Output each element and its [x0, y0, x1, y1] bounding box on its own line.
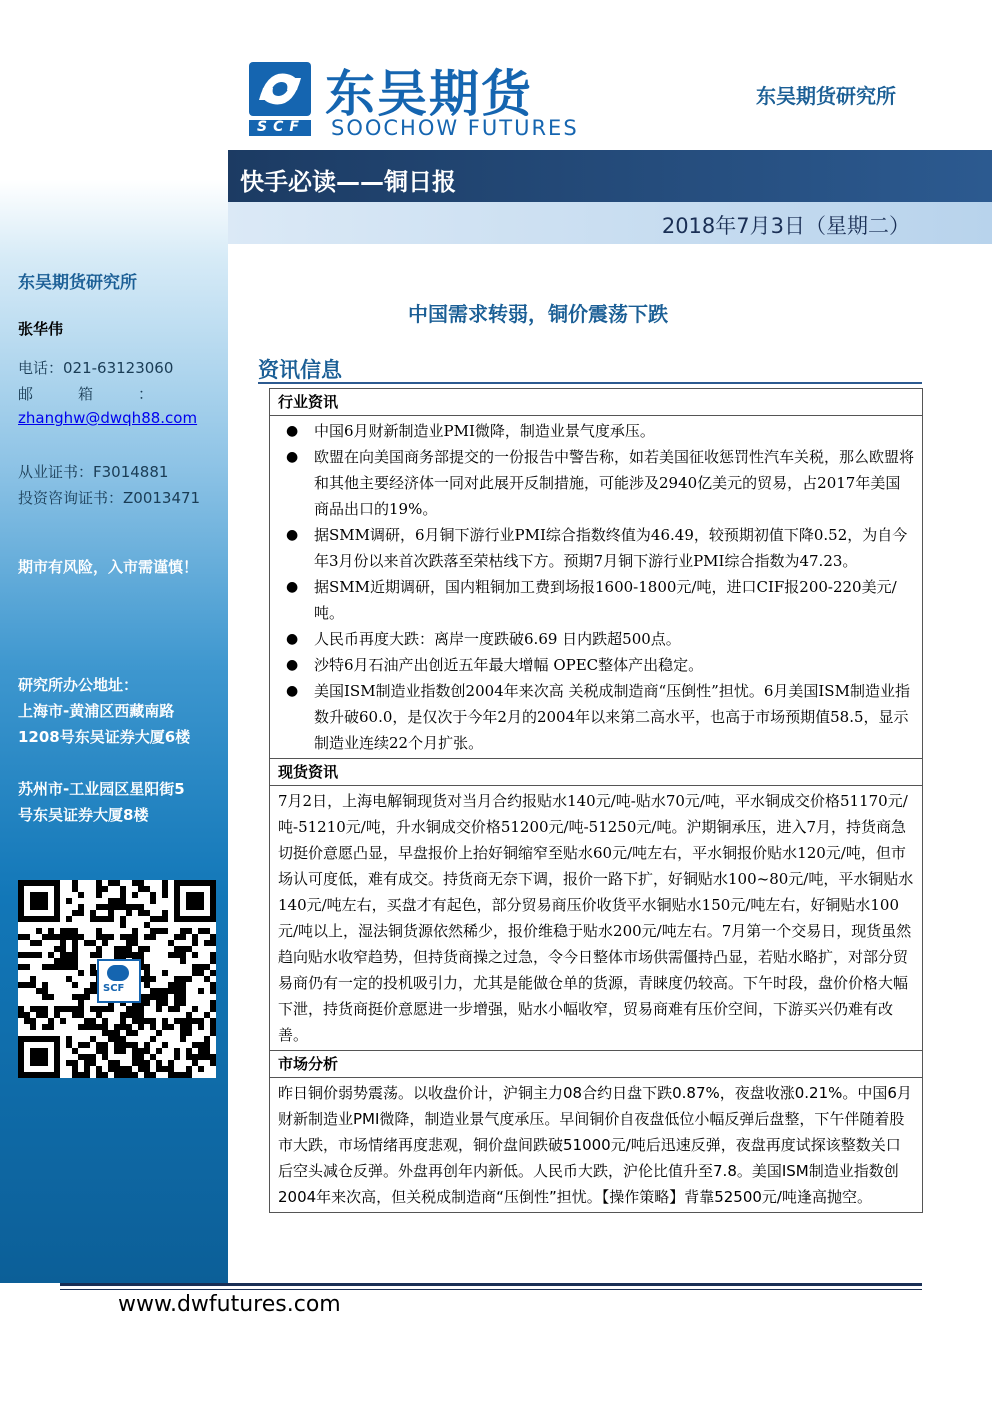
sidebar: [0, 0, 228, 1283]
analyst-email-link[interactable]: zhanghw@dwqh88.com: [18, 409, 198, 427]
qr-center-logo: [97, 959, 141, 1003]
industry-news-text: 据SMM调研，6月铜下游行业PMI综合指数终值为46.49，较预期初值下降0.52，为自今年3月份以来首次跌落至荣枯线下方。预期7月铜下游行业PMI综合指数为47.23。: [314, 526, 908, 570]
address-suzhou-line1: 苏州市-工业园区星阳街5: [18, 780, 185, 798]
bullet-icon: ●: [286, 657, 299, 673]
industry-news-text: 欧盟在向美国商务部提交的一份报告中警告称，如若美国征收惩罚性汽车关税，那么欧盟将和其他主要经济体一同对此展开反制措施，可能涉及2940亿美元的贸易，占2017年美国商品出口的19%。: [314, 448, 915, 518]
industry-news-text: 人民币再度大跌：离岸一度跌破6.69 日内跌超500点。: [314, 630, 681, 648]
analyst-email-label: 邮 箱 ：: [18, 385, 154, 403]
market-analysis-text: 昨日铜价弱势震荡。以收盘价计，沪铜主力08合约日盘下跌0.87%，夜盘收涨0.21%。中国6月财新制造业PMI微降，制造业景气度承压。早间铜价自夜盘低位小幅反弹后盘整，下午伴随着股市大跌，市场情绪再度悲观，铜价盘间跌破51000元/吨后迅速反弹，夜盘再度试探该整数关口后空头减仓反弹。外盘再创年内新低。人民币大跌，沪伦比值升至7.8。美国ISM制造业指数创2004年来次高，但关税成制造商“压倒性”担忧。【操作策略】背靠52500元/吨逢高抛空。: [278, 1084, 912, 1206]
address-shanghai-line1: 上海市-黄浦区西藏南路: [18, 702, 175, 720]
address-suzhou-line2: 号东吴证券大厦8楼: [18, 806, 149, 824]
industry-news-item: [278, 626, 914, 652]
bullet-icon: ●: [286, 527, 299, 543]
industry-news-text: 沙特6月石油产出创近五年最大增幅 OPEC整体产出稳定。: [314, 656, 704, 674]
headline: 中国需求转弱，铜价震荡下跌: [408, 302, 668, 326]
logo-cn-text: 东吴期货: [325, 65, 533, 123]
report-date: 2018年7月3日（星期二）: [661, 214, 910, 238]
industry-news-body: [270, 416, 922, 758]
sidebar-institute: 东吴期货研究所: [18, 273, 137, 293]
analyst-phone: 电话：021-63123060: [18, 359, 174, 377]
market-analysis-body: [270, 1078, 922, 1212]
date-bar: [228, 202, 992, 244]
industry-news-text: 据SMM近期调研，国内粗铜加工费到场报1600-1800元/吨，进口CIF报200-220美元/吨。: [314, 578, 897, 622]
industry-news-text: 美国ISM制造业指数创2004年来次高 关税成制造商“压倒性”担忧。6月美国ISM制造业指数升破60.0，是仅次于今年2月的2004年以来第二高水平，也高于市场预期值58.5，显示制造业连续22个月扩张。: [314, 682, 910, 752]
bullet-icon: ●: [286, 683, 299, 699]
industry-news-item: [278, 678, 914, 756]
footer-rule-thin: [60, 1289, 922, 1290]
industry-news-item: [278, 418, 914, 444]
institute-name: 东吴期货研究所: [756, 84, 896, 108]
bullet-icon: ●: [286, 449, 299, 465]
industry-news-list: [278, 418, 914, 756]
address-title: 研究所办公地址：: [18, 676, 139, 694]
address-shanghai-line2: 1208号东吴证券大厦6楼: [18, 728, 191, 746]
industry-news-header: 行业资讯: [270, 389, 922, 416]
market-analysis-header: 市场分析: [270, 1051, 922, 1078]
logo-en-text: SOOCHOW FUTURES: [331, 116, 579, 140]
industry-news-item: [278, 522, 914, 574]
analyst-license: 从业证书：F3014881: [18, 463, 169, 481]
bullet-icon: ●: [286, 579, 299, 595]
news-table: [269, 388, 923, 1213]
risk-warning: 期市有风险，入市需谨慎！: [18, 558, 199, 576]
spot-news-header: 现货资讯: [270, 759, 922, 786]
footer-rule: [60, 1283, 922, 1286]
footer-website-link[interactable]: www.dwfutures.com: [118, 1292, 341, 1317]
report-title: 快手必读——铜日报: [240, 168, 456, 196]
industry-news-text: 中国6月财新制造业PMI微降，制造业景气度承压。: [314, 422, 655, 440]
section-title: 资讯信息: [258, 358, 342, 382]
analyst-consult-license: 投资咨询证书：Z0013471: [18, 489, 201, 507]
spot-news-body: [270, 786, 922, 1050]
bullet-icon: ●: [286, 423, 299, 439]
industry-news-item: [278, 444, 914, 522]
industry-news-item: [278, 652, 914, 678]
logo-mark-text: SCF: [257, 119, 305, 135]
analyst-name: 张华伟: [18, 320, 64, 338]
spot-news-text: 7月2日，上海电解铜现货对当月合约报贴水140元/吨-贴水70元/吨，平水铜成交价格51170元/吨-51210元/吨，升水铜成交价格51200元/吨-51250元/吨。沪期铜承压，进入7月，持货商急切挺价意愿凸显，早盘报价上抬好铜缩窄至贴水60元/吨左右，平水铜报价贴水120元/吨，但市场认可度低，难有成交。持货商无奈下调，报价一路下扩，好铜贴水100~80元/吨，平水铜贴水140元/吨左右，买盘才有起色，部分贸易商压价收货平水铜贴水150元/吨左右，好铜贴水100元/吨以上，湿法铜货源依然稀少，报价维稳于贴水200元/吨左右。7月第一个交易日，现货虽然趋向贴水收窄趋势，但持货商操之过急，令今日整体市场供需僵持凸显，若贴水略扩，对部分贸易商仍有一定的投机吸引力，尤其是能做仓单的货源，青睐度仍较高。下午时段，盘价价格大幅下泄，持货商挺价意愿进一步增强，贴水小幅收窄，贸易商难有压价空间，下游买兴仍难有改善。: [278, 792, 914, 1044]
industry-news-item: [278, 574, 914, 626]
qr-code: [18, 880, 216, 1078]
company-logo: [247, 60, 587, 142]
bullet-icon: ●: [286, 631, 299, 647]
section-divider: [258, 382, 922, 384]
report-title-bar: [228, 150, 992, 202]
qr-center-logo-text: SCF: [103, 983, 125, 994]
